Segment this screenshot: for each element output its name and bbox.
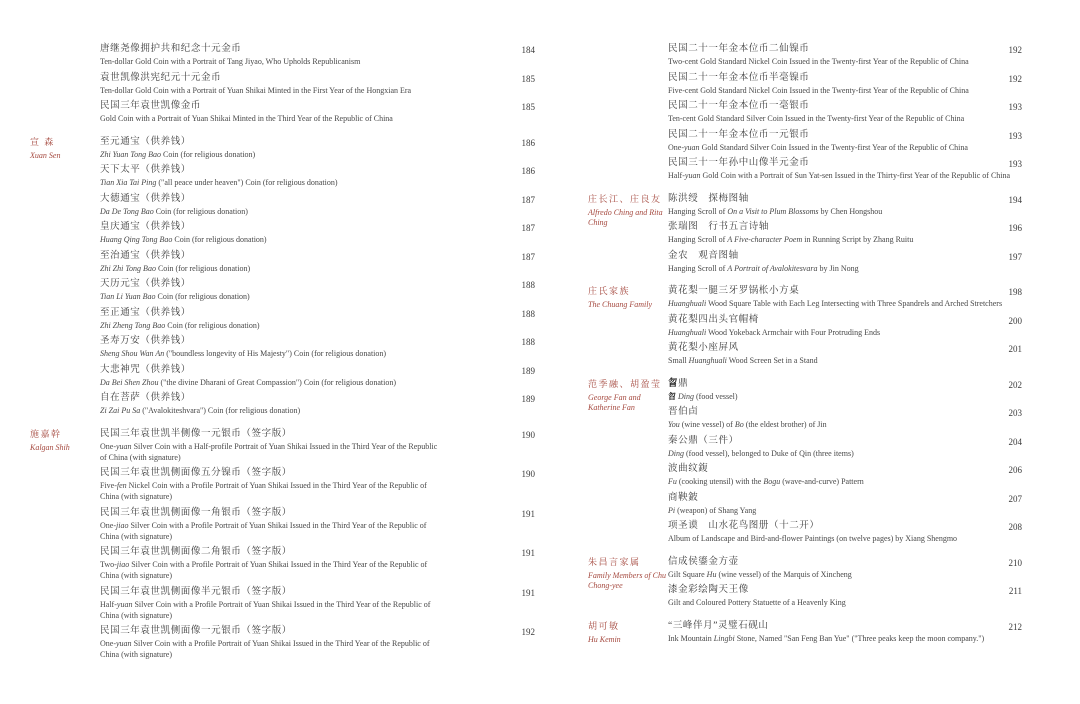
entry-title-chinese: 民国三年袁世凯侧面像五分镍币（签字版）	[100, 468, 292, 478]
entry-page-number: 192	[521, 627, 535, 637]
toc-entry	[100, 42, 535, 67]
toc-entry	[668, 519, 1022, 544]
entry-page-number: 187	[521, 194, 535, 205]
entry-title-english: Fu (cooking utensil) with the Bogu (wave-and-curve) Pattern	[668, 477, 864, 486]
toc-entry	[100, 277, 535, 302]
toc-entry	[100, 506, 535, 542]
toc-section	[588, 555, 1022, 612]
entry-title-english: Gilt Square Hu (wine vessel) of the Marquis of Xincheng	[668, 569, 852, 579]
entry-title-english: One-yuan Gold Standard Silver Coin Issued in the Twenty-first Year of the Republic of China	[668, 142, 968, 152]
toc-entry	[668, 491, 1022, 516]
toc-entry	[100, 545, 535, 581]
section-entries	[668, 192, 1022, 278]
entry-title-english: Ding (food vessel), belonged to Duke of Qin (three items)	[668, 448, 854, 458]
entry-page-number: 187	[521, 223, 535, 233]
entry-title-english: Five-fen Nickel Coin with a Profile Portrait of Yuan Shikai Issued in the Third Year of the Republic of China (with signature)	[100, 481, 427, 501]
toc-entry	[668, 434, 1022, 459]
toc-entry	[100, 427, 535, 463]
entry-title-english: Zhi Yuan Tong Bao Coin (for religious donation)	[100, 149, 256, 159]
collector-name-chinese: 宣 森	[30, 136, 55, 147]
entry-title-chinese: 波曲纹鍑	[668, 464, 709, 474]
entry-page-number: 203	[1008, 408, 1022, 418]
entry-title-english: One-yuan Silver Coin with a Half-profile Portrait of Yuan Shikai Issued in the Third Year of the Republic of China (with signature)	[100, 441, 438, 462]
section-entries	[100, 427, 535, 664]
section-entries	[668, 377, 1022, 548]
entry-page-number: 208	[1008, 522, 1022, 532]
entry-title-english: Huang Qing Tong Bao Coin (for religious donation)	[100, 235, 267, 244]
entry-title-english: Small Huanghuali Wood Screen Set in a Stand	[668, 356, 818, 365]
collector-name-english: Hu Kemin	[588, 634, 621, 644]
toc-entry	[668, 377, 1022, 402]
entry-title-english: Two-jiao Silver Coin with a Profile Portrait of Yuan Shikai Issued in the Third Year of the Republic of China (with signature)	[100, 560, 428, 580]
toc-section	[588, 377, 1022, 548]
entry-title-english: Ten-dollar Gold Coin with a Portrait of Tang Jiyao, Who Upholds Republicanism	[100, 57, 361, 66]
entry-page-number: 190	[521, 469, 535, 479]
toc-entry	[668, 220, 1022, 245]
entry-page-number: 201	[1008, 344, 1022, 354]
entry-page-number: 204	[1008, 436, 1022, 447]
entry-page-number: 200	[1008, 315, 1022, 326]
entry-page-number: 186	[521, 137, 535, 148]
toc-entry	[668, 71, 1022, 96]
toc-section	[30, 135, 535, 420]
entry-title-chinese: 至治通宝（供养钱）	[100, 250, 191, 261]
entry-title-chinese: 项圣谟 山水花鸟图册（十二开）	[668, 521, 820, 531]
entry-page-number: 207	[1008, 493, 1022, 504]
toc-entry	[668, 284, 1022, 309]
entry-title-chinese: “三峰伴月”灵璧石砚山	[668, 620, 769, 631]
collector-label	[588, 192, 668, 228]
entry-title-english: Gilt and Coloured Pottery Statuette of a Heavenly King	[668, 598, 846, 607]
entry-title-chinese: 民国二十一年金本位币半毫镍币	[668, 72, 810, 83]
collector-name-english: The Chuang Family	[588, 300, 652, 309]
entry-title-chinese: 黄花梨一腿三牙罗锅枨小方桌	[668, 286, 800, 296]
collector-name-chinese: 朱昌言家属	[588, 556, 641, 567]
entry-title-english: You (wine vessel) of Bo (the eldest brother) of Jin	[668, 420, 827, 429]
toc-entry	[668, 405, 1022, 430]
toc-entry	[668, 192, 1022, 217]
entry-title-chinese: 信成侯鎏金方壶	[668, 556, 739, 567]
entry-page-number: 197	[1008, 251, 1022, 262]
entry-title-english: One-jiao Silver Coin with a Profile Portrait of Yuan Shikai Issued in the Third Year of the Republic of China (with signature)	[100, 520, 427, 541]
entry-page-number: 196	[1008, 223, 1022, 233]
toc-entry	[668, 42, 1022, 67]
collector-label	[588, 42, 668, 43]
toc-entry	[668, 555, 1022, 580]
collector-name-chinese: 胡可敏	[588, 620, 620, 631]
collector-label	[588, 555, 668, 591]
entry-title-english: 曶 Ding (food vessel)	[668, 391, 738, 401]
entry-title-english: One-yuan Silver Coin with a Profile Portrait of Yuan Shikai Issued in the Third Year of the Republic of China (with signature)	[100, 639, 430, 659]
entry-title-chinese: 民国二十一年金本位币一毫银币	[668, 101, 810, 111]
entry-title-english: Five-cent Gold Standard Nickel Coin Issued in the Twenty-first Year of the Republic of China	[668, 85, 969, 95]
entry-title-chinese: 商鞅鈹	[668, 492, 699, 503]
entry-page-number: 192	[1008, 45, 1022, 55]
entry-title-chinese: 民国三年袁世凯侧面像一元银币（签字版）	[100, 626, 292, 636]
entry-title-chinese: 民国三年袁世凯像金币	[100, 101, 202, 111]
entry-title-english: Half-yuan Gold Coin with a Portrait of Sun Yat-sen Issued in the Thirty-first Year of the Republic of China	[668, 171, 1011, 180]
toc-entry	[100, 624, 535, 660]
collector-name-english: Alfredo Ching and Rita Ching	[588, 207, 663, 227]
toc-section	[588, 192, 1022, 278]
collector-label	[588, 377, 668, 413]
toc-entry	[668, 313, 1022, 338]
entry-page-number: 185	[521, 102, 535, 112]
entry-title-english: Hanging Scroll of A Five-character Poem in Running Script by Zhang Ruitu	[668, 235, 914, 244]
entry-title-english: Da De Tong Bao Coin (for religious donation)	[100, 206, 248, 216]
collector-label	[30, 135, 100, 161]
toc-section	[30, 42, 535, 128]
entry-page-number: 184	[521, 45, 535, 55]
entry-title-chinese: 至元通宝（供养钱）	[100, 136, 191, 147]
entry-title-chinese: 天历元宝（供养钱）	[100, 279, 191, 289]
entry-title-english: Ten-dollar Gold Coin with a Portrait of Yuan Shikai Minted in the First Year of the Hongxian Era	[100, 85, 412, 95]
entry-title-chinese: 唐继尧像拥护共和纪念十元金币	[100, 44, 242, 54]
toc-section	[30, 427, 535, 664]
toc-entry	[668, 99, 1022, 124]
toc-entry	[668, 341, 1022, 366]
collector-label	[588, 284, 668, 310]
entry-page-number: 198	[1008, 287, 1022, 297]
toc-entry	[100, 334, 535, 359]
entry-title-chinese: 圣寿万安（供养钱）	[100, 336, 191, 346]
toc-entry	[100, 192, 535, 217]
entry-page-number: 190	[521, 429, 535, 440]
toc-section	[588, 284, 1022, 370]
entry-title-english: Zhi Zhi Tong Bao Coin (for religious donation)	[100, 263, 251, 273]
entry-page-number: 188	[521, 337, 535, 347]
toc-entry	[100, 391, 535, 416]
collector-name-english: Kalgan Shih	[30, 442, 70, 452]
toc-entry	[100, 220, 535, 245]
toc-entry	[100, 363, 535, 388]
entry-title-chinese: 民国三年袁世凯侧面像半元银币（签字版）	[100, 586, 292, 597]
entry-page-number: 212	[1008, 621, 1022, 632]
entry-page-number: 193	[1008, 159, 1022, 169]
entry-title-english: Tian Li Yuan Bao Coin (for religious donation)	[100, 292, 250, 301]
entry-title-english: Sheng Shou Wan An ("boundless longevity of His Majesty") Coin (for religious donation)	[100, 349, 387, 358]
entry-title-chinese: 民国二十一年金本位币一元银币	[668, 129, 810, 140]
toc-entry	[100, 135, 535, 160]
entry-page-number: 189	[521, 394, 535, 404]
toc-section	[588, 619, 1022, 648]
collector-name-chinese: 庄长江、庄良友	[588, 193, 662, 204]
entry-title-english: Zhi Zheng Tong Bao Coin (for religious donation)	[100, 320, 260, 330]
collector-name-chinese: 庄氏家族	[588, 286, 631, 296]
entry-title-english: Tian Xia Tai Ping ("all peace under heaven") Coin (for religious donation)	[100, 178, 338, 187]
entry-title-chinese: 陈洪绶 探梅图轴	[668, 193, 749, 204]
entry-title-english: Huanghuali Wood Square Table with Each Leg Intersecting with Three Spandrels and Arched Stretchers	[668, 299, 1003, 308]
entry-page-number: 191	[521, 508, 535, 519]
collector-label	[588, 619, 668, 645]
toc-entry	[668, 583, 1022, 608]
entry-title-english: Gold Coin with a Portrait of Yuan Shikai Minted in the Third Year of the Republic of China	[100, 114, 393, 123]
toc-entry	[100, 306, 535, 331]
entry-page-number: 211	[1008, 586, 1022, 596]
entry-page-number: 206	[1008, 465, 1022, 475]
entry-title-chinese: 民国三年袁世凯半侧像一元银币（签字版）	[100, 428, 292, 439]
entry-page-number: 188	[521, 308, 535, 319]
entry-title-chinese: 民国二十一年金本位币二仙镍币	[668, 44, 810, 54]
entry-title-chinese: 大悲神咒（供养钱）	[100, 364, 191, 375]
entry-title-chinese: 金农 观音图轴	[668, 250, 739, 261]
entry-title-chinese: 自在菩萨（供养钱）	[100, 393, 191, 403]
entry-title-english: Ten-cent Gold Standard Silver Coin Issued in the Twenty-first Year of the Republic of China	[668, 114, 965, 123]
toc-left-column	[30, 42, 535, 664]
toc-entry	[668, 156, 1022, 181]
entry-title-english: Hanging Scroll of On a Visit to Plum Blossoms by Chen Hongshou	[668, 206, 883, 216]
toc-right-column	[588, 42, 1022, 647]
entry-title-english: Half-yuan Silver Coin with a Profile Portrait of Yuan Shikai Issued in the Third Year of the Republic of China (with signature)	[100, 599, 431, 620]
entry-page-number: 193	[1008, 130, 1022, 141]
entry-title-chinese: 天下太平（供养钱）	[100, 165, 191, 175]
toc-entry	[100, 466, 535, 502]
entry-page-number: 192	[1008, 73, 1022, 84]
toc-entry	[668, 619, 1022, 644]
entry-title-english: Two-cent Gold Standard Nickel Coin Issued in the Twenty-first Year of the Republic of China	[668, 57, 969, 66]
entry-page-number: 193	[1008, 102, 1022, 112]
entry-page-number: 189	[521, 365, 535, 376]
toc-entry	[100, 585, 535, 621]
entry-title-chinese: 民国三年袁世凯侧面像二角银币（签字版）	[100, 547, 292, 557]
toc-entry	[100, 163, 535, 188]
entry-page-number: 191	[521, 587, 535, 598]
entry-title-english: Zi Zai Pu Sa ("Avalokiteshvara") Coin (for religious donation)	[100, 406, 301, 415]
entry-title-english: Ink Mountain Lingbi Stone, Named "San Feng Ban Yue" ("Three peaks keep the moon company.")	[668, 633, 985, 643]
entry-page-number: 187	[521, 251, 535, 262]
entry-title-chinese: 张瑞图 行书五言诗轴	[668, 222, 770, 232]
section-entries	[668, 42, 1022, 185]
entry-page-number: 194	[1008, 194, 1022, 205]
toc-entry	[668, 128, 1022, 153]
section-entries	[100, 42, 535, 128]
entry-page-number: 186	[521, 166, 535, 176]
entry-title-english: Hanging Scroll of A Portrait of Avalokitesvara by Jin Nong	[668, 263, 859, 273]
section-entries	[668, 284, 1022, 370]
entry-page-number: 210	[1008, 557, 1022, 568]
toc-entry	[668, 462, 1022, 487]
entry-page-number: 202	[1008, 379, 1022, 390]
entry-page-number: 185	[521, 73, 535, 84]
collector-label	[30, 42, 100, 43]
entry-title-chinese: 秦公鼎（三件）	[668, 435, 739, 446]
entry-title-chinese: 大德通宝（供养钱）	[100, 193, 191, 204]
entry-title-chinese: 袁世凯像洪宪纪元十元金币	[100, 72, 222, 83]
section-entries	[668, 555, 1022, 612]
section-entries	[100, 135, 535, 420]
entry-title-chinese: 曶鼎	[668, 378, 689, 389]
collector-name-english: Xuan Sen	[30, 150, 61, 160]
toc-entry	[100, 249, 535, 274]
collector-name-english: Family Members of Chu Chong-yee	[588, 570, 666, 590]
toc-entry	[100, 71, 535, 96]
collector-name-english: George Fan and Katherine Fan	[588, 392, 641, 412]
entry-title-chinese: 至正通宝（供养钱）	[100, 307, 191, 318]
entry-title-chinese: 黄花梨小座屏风	[668, 343, 739, 353]
entry-title-english: Da Bei Shen Zhou ("the divine Dharani of Great Compassion") Coin (for religious donation)	[100, 377, 397, 387]
entry-title-chinese: 黄花梨四出头官帽椅	[668, 314, 759, 325]
entry-title-chinese: 漆金彩绘陶天王像	[668, 585, 749, 595]
entry-title-english: Pi (weapon) of Shang Yang	[668, 505, 757, 515]
entry-title-chinese: 民国三十一年孙中山像半元金币	[668, 158, 810, 168]
entry-title-chinese: 民国三年袁世凯侧面像一角银币（签字版）	[100, 507, 292, 518]
collector-name-chinese: 范季融、胡盈莹	[588, 378, 662, 389]
entry-page-number: 191	[521, 548, 535, 558]
toc-entry	[100, 99, 535, 124]
collector-name-chinese: 施嘉幹	[30, 428, 62, 439]
toc-entry	[668, 249, 1022, 274]
section-entries	[668, 619, 1022, 648]
collector-label	[30, 427, 100, 453]
entry-page-number: 188	[521, 280, 535, 290]
entry-title-chinese: 晋伯卣	[668, 407, 699, 417]
entry-title-english: Huanghuali Wood Yokeback Armchair with Four Protruding Ends	[668, 327, 881, 337]
toc-section	[588, 42, 1022, 185]
entry-title-chinese: 皇庆通宝（供养钱）	[100, 222, 191, 232]
entry-title-english: Album of Landscape and Bird-and-flower Paintings (on twelve pages) by Xiang Shengmo	[668, 534, 958, 543]
